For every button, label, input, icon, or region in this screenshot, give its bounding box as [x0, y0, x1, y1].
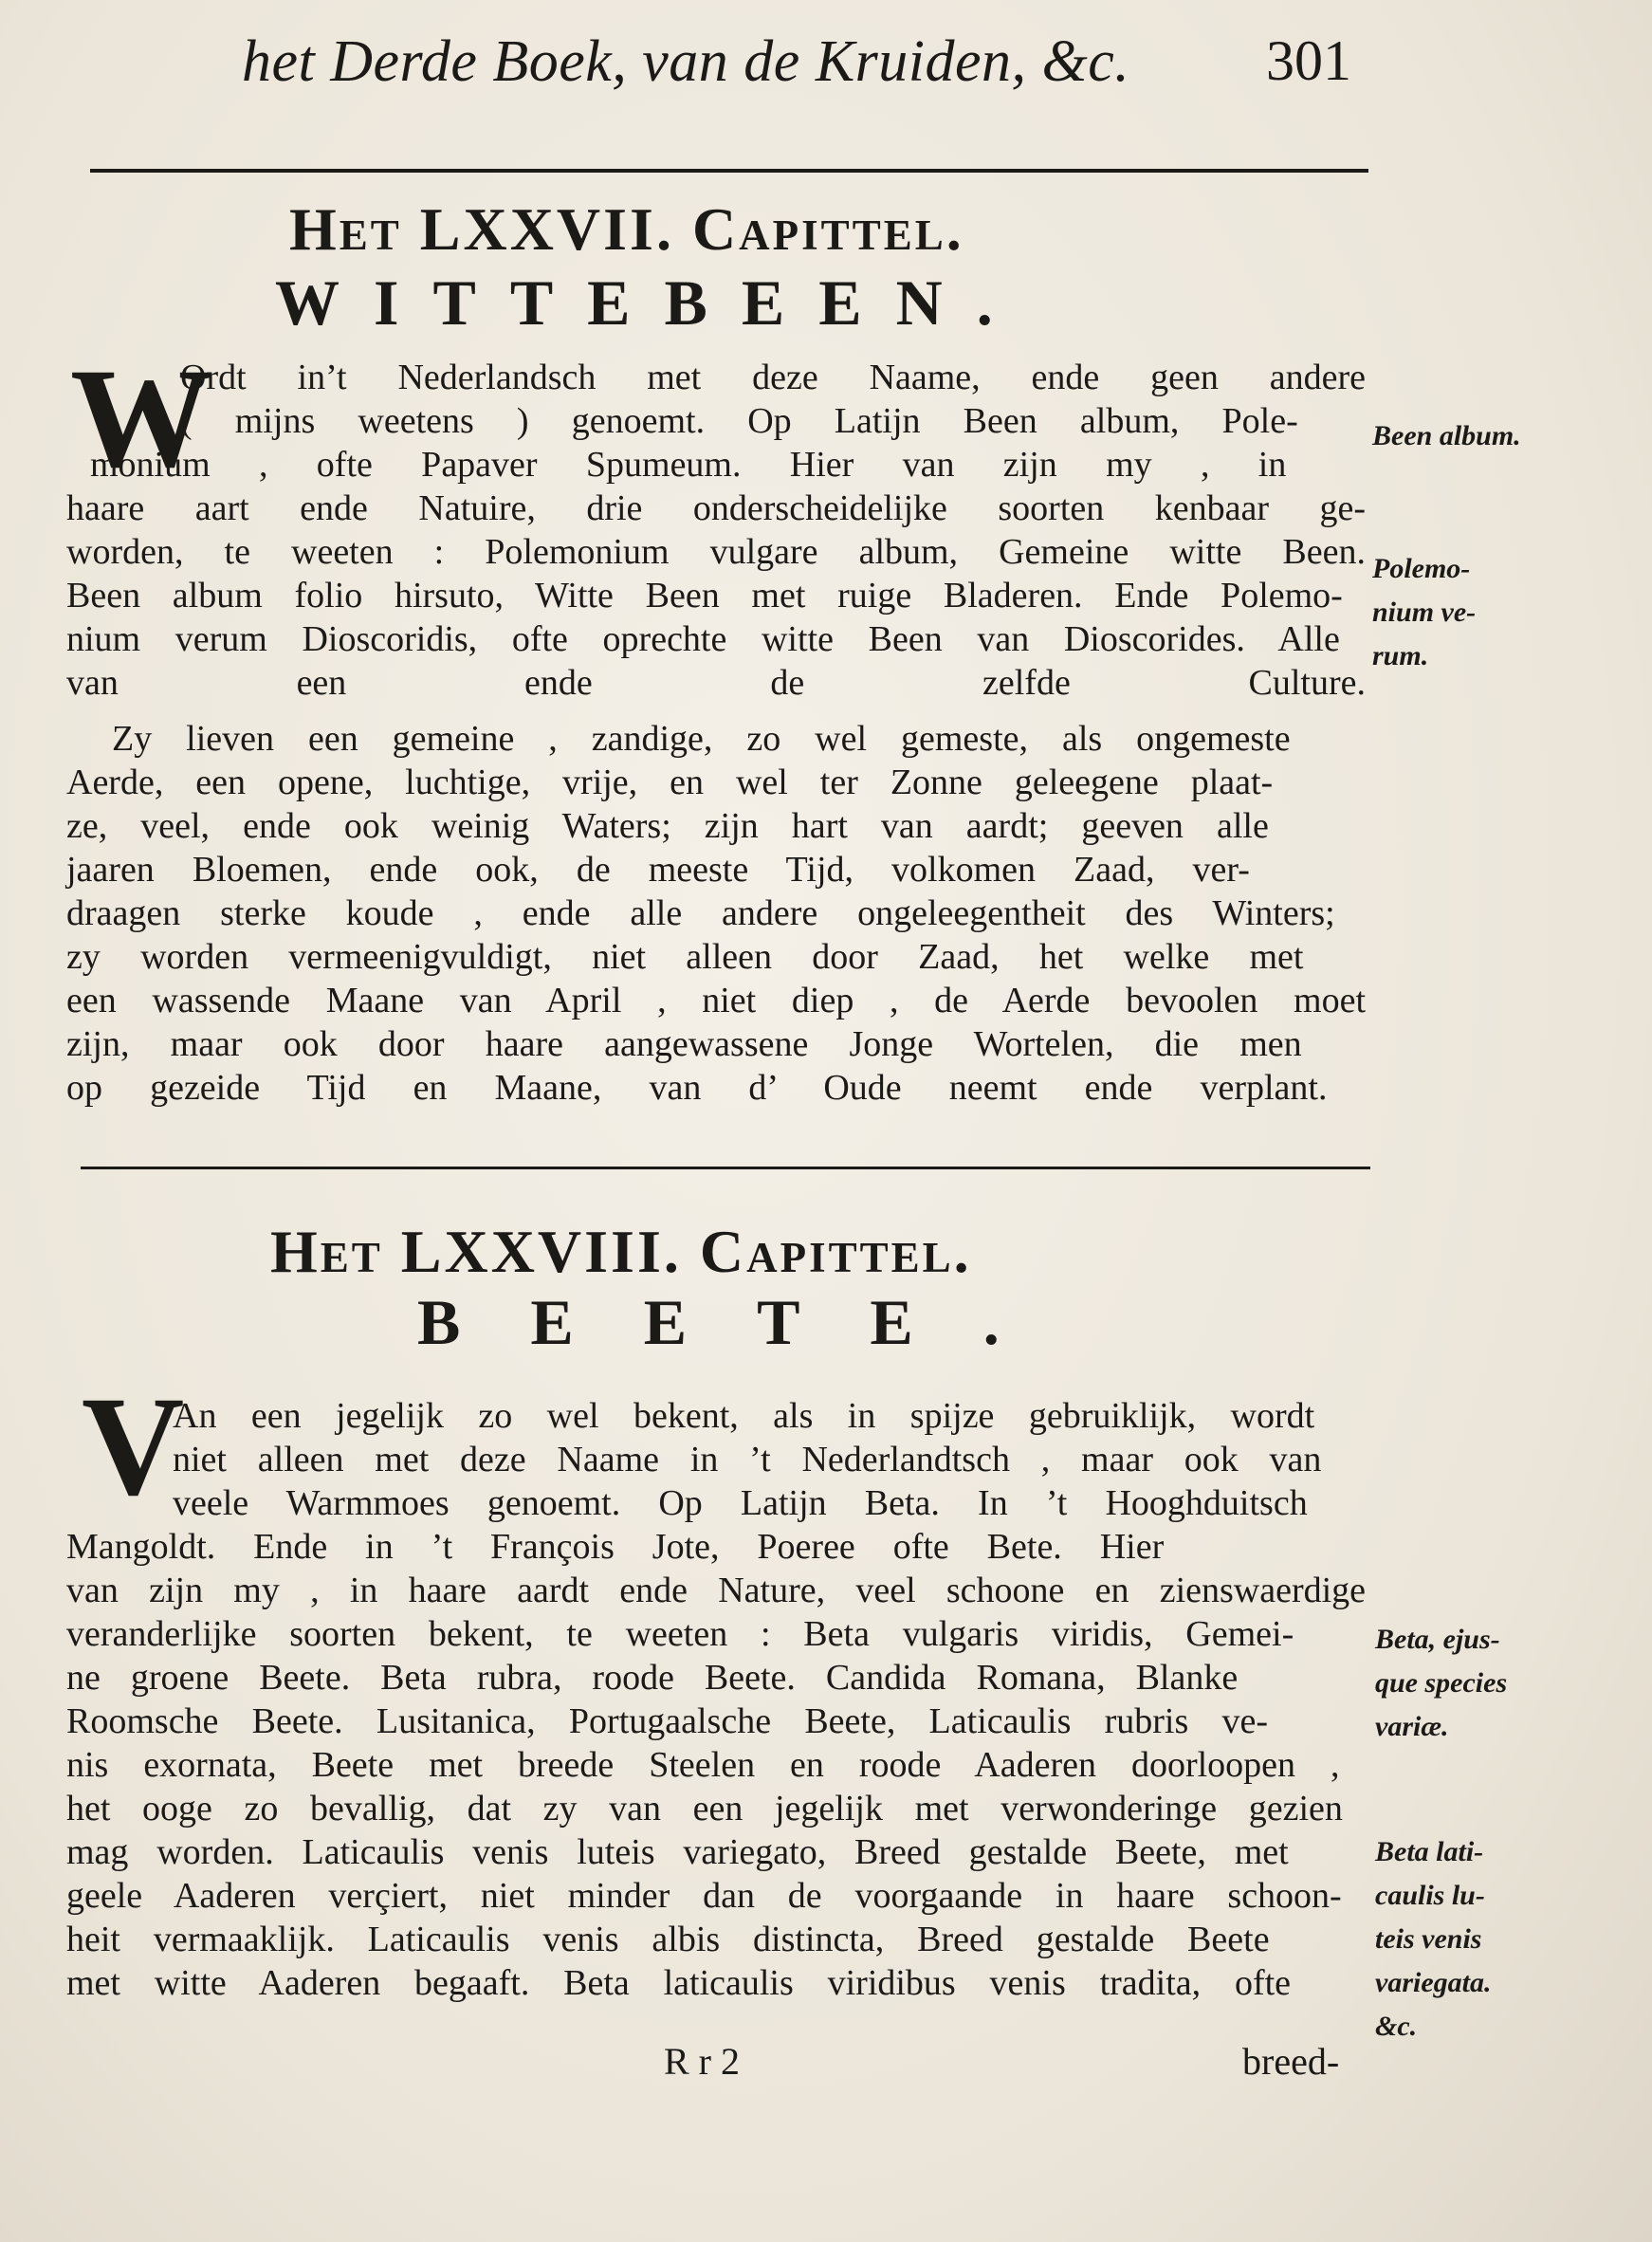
- text-line: Mangoldt. Ende in ’t François Jote, Poeree ofte Bete. Hier: [66, 1527, 1165, 1567]
- text-line: niet alleen met deze Naame in ’t Nederlandtsch , maar ook van: [173, 1440, 1322, 1479]
- text-line: haare aart ende Natuire, drie onderscheidelijke soorten kenbaar ge-: [66, 488, 1367, 528]
- margin-note: Been album.: [1372, 420, 1521, 451]
- drop-cap: V: [82, 1368, 185, 1525]
- text-line: worden, te weeten : Polemonium vulgare album, Gemeine witte Been.: [66, 532, 1366, 572]
- text-line: monium , ofte Papaver Spumeum. Hier van zijn my , in: [90, 445, 1287, 485]
- text-line: geele Aaderen verçiert, niet minder dan de voorgaande in haare schoon-: [66, 1876, 1342, 1916]
- text-line: zy worden vermeenigvuldigt, niet alleen door Zaad, het welke met: [66, 937, 1304, 977]
- text-line: ne groene Beete. Beta rubra, roode Beete. Candida Romana, Blanke: [66, 1658, 1239, 1698]
- text-line: heit vermaaklijk. Laticaulis venis albis distincta, Breed gestalde Beete: [66, 1920, 1270, 1959]
- margin-note: Beta, ejus- que species variæ.: [1375, 1624, 1508, 1742]
- text-line: Aerde, een opene, luchtige, vrije, en wel ter Zonne geleegene plaat-: [66, 763, 1274, 802]
- text-line: het ooge zo bevallig, dat zy van een jegelijk met verwonderinge gezien: [66, 1789, 1343, 1829]
- text-line: nium verum Dioscoridis, ofte oprechte witte Been van Dioscorides. Alle: [66, 619, 1340, 659]
- section-name: BEETE.: [417, 1286, 1070, 1358]
- text-line: op gezeide Tijd en Maane, van d’ Oude neemt ende verplant.: [66, 1068, 1328, 1108]
- text-line: veele Warmmoes genoemt. Op Latijn Beta. In ’t Hooghduitsch: [173, 1483, 1308, 1523]
- running-head: het Derde Boek, van de Kruiden, &c.: [242, 29, 1130, 94]
- text-line: van een ende de zelfde Culture.: [66, 663, 1366, 703]
- chapter-title: Het LXXVII. Capittel.: [289, 195, 964, 263]
- margin-note: Beta lati- caulis lu- teis venis variegata. &c.: [1375, 1836, 1492, 2042]
- text-line: Ordt in’t Nederlandsch met deze Naame, ende geen andere: [180, 358, 1367, 397]
- catchword: breed-: [1242, 2040, 1340, 2083]
- text-line: nis exornata, Beete met breede Steelen en roode Aaderen doorloopen ,: [66, 1745, 1340, 1785]
- text-line: Zy lieven een gemeine , zandige, zo wel gemeste, als ongemeste: [112, 719, 1291, 759]
- drop-cap: W: [70, 340, 212, 497]
- section-rule: [81, 1167, 1370, 1169]
- text-line: ze, veel, ende ook weinig Waters; zijn hart van aardt; geeven alle: [66, 806, 1269, 846]
- text-line: Been album folio hirsuto, Witte Been met ruige Bladeren. Ende Polemo-: [66, 576, 1343, 616]
- text-line: Roomsche Beete. Lusitanica, Portugaalsche Beete, Laticaulis rubris ve-: [66, 1701, 1269, 1741]
- text-line: ( mijns weetens ) genoemt. Op Latijn Been album, Pole-: [180, 401, 1298, 441]
- signature-mark: R r 2: [664, 2040, 740, 2083]
- page-number: 301: [1266, 29, 1351, 92]
- margin-note: Polemo- nium ve- rum.: [1372, 553, 1477, 671]
- text-line: An een jegelijk zo wel bekent, als in spijze gebruiklijk, wordt: [173, 1396, 1315, 1436]
- text-line: van zijn my , in haare aardt ende Nature, veel schoone en zienswaerdige: [66, 1571, 1367, 1610]
- text-line: mag worden. Laticaulis venis luteis variegato, Breed gestalde Beete, met: [66, 1832, 1289, 1872]
- text-line: zijn, maar ook door haare aangewassene Jonge Wortelen, die men: [66, 1024, 1302, 1064]
- chapter-title: Het LXXVIII. Capittel.: [270, 1218, 972, 1285]
- text-line: draagen sterke koude , ende alle andere ongeleegentheit des Winters;: [66, 893, 1335, 933]
- text-line: met witte Aaderen begaaft. Beta laticaulis viridibus venis tradita, ofte: [66, 1963, 1292, 2003]
- text-line: veranderlijke soorten bekent, te weeten : Beta vulgaris viridis, Gemei-: [66, 1614, 1294, 1654]
- text-line: een wassende Maane van April , niet diep , de Aerde bevoolen moet: [66, 981, 1367, 1020]
- section-name: WITTEBEEN.: [275, 266, 1027, 339]
- text-line: jaaren Bloemen, ende ook, de meeste Tijd, volkomen Zaad, ver-: [66, 850, 1250, 890]
- header-rule: [90, 169, 1368, 173]
